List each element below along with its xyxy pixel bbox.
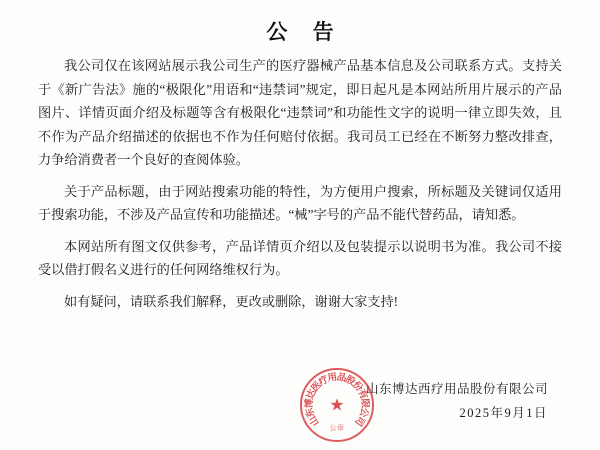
paragraph-4: 如有疑问，请联系我们解释，更改或删除，谢谢大家支持! [64, 293, 399, 309]
document-body [0, 54, 600, 313]
seal-ring [300, 368, 374, 442]
signature-block [366, 378, 548, 424]
signature-date: 2025年9月1日 [459, 406, 548, 420]
company-seal-icon [300, 368, 374, 442]
seal-ring-text: 山 东 博 达 医 疗 用 品 股 份 有 限 公 司 [304, 372, 370, 428]
paragraph-3: 本网站所有图文仅供参考，产品详情页介绍以及包装提示以说明书为准。我公司不接受以借打假名义进行的任何网络维权行为。 [38, 238, 562, 277]
seal-bottom-text: 公章 [329, 424, 345, 432]
paragraph-2: 关于产品标题，由于网站搜索功能的特性，为方便用户搜索，所标题及关键词仅适用于搜索功能，不涉及产品宣传和功能描述。“械”字号的产品不能代替药品，请知悉。 [38, 183, 562, 222]
paragraph-1: 我公司仅在该网站展示我公司生产的医疗器械产品基本信息及公司联系方式。支持关于《新广告法》施的“极限化”用语和“违禁词”规定，即日起凡是本网站所用片展示的产品图片、详情页面介绍及标题等含有极限化“违禁词”和功能性文字的说明一律立即失效，且不作为产品介绍描述的依据也不作为任何赔付依据。我司员工已经在不断努力整改排查，力争给消费者一个良好的查阅体验。 [38, 58, 562, 167]
seal-star-icon: ★ [329, 395, 345, 415]
page-title: 公 告 [266, 20, 344, 44]
company-name: 山东博达西疗用品股份有限公司 [365, 382, 548, 396]
